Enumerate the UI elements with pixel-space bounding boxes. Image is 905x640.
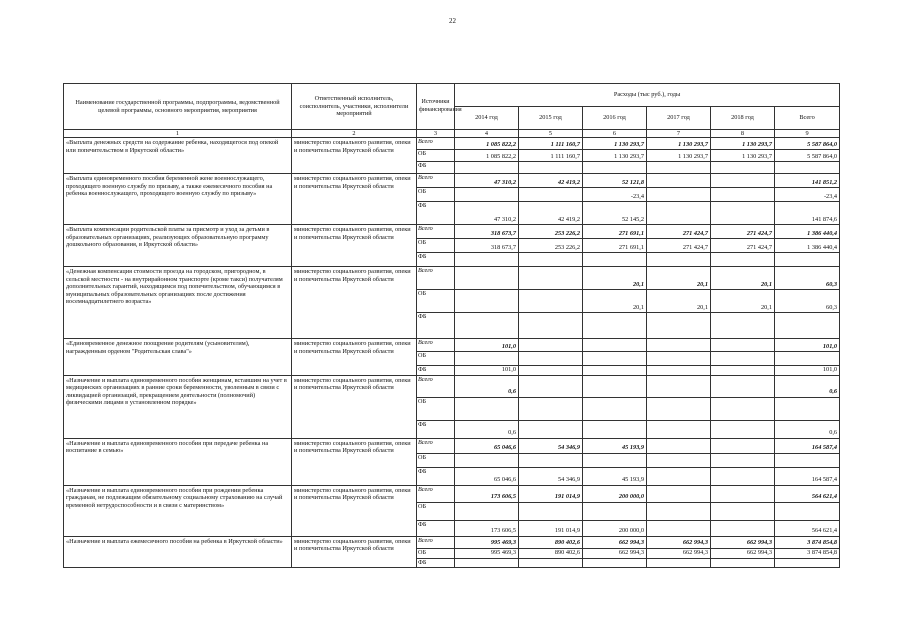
funding-table bbox=[63, 83, 840, 568]
year-value bbox=[711, 467, 775, 485]
year-value: 191 014,9 bbox=[519, 485, 583, 502]
year-value: 65 046,6 bbox=[455, 438, 519, 453]
funding-source: ОБ bbox=[417, 502, 455, 520]
year-value: -23,4 bbox=[583, 188, 647, 202]
year-value: 1 130 293,7 bbox=[711, 150, 775, 162]
year-value: 52 121,8 bbox=[583, 174, 647, 188]
year-value: 0,6 bbox=[455, 375, 519, 397]
year-value bbox=[455, 253, 519, 267]
funding-source: Всего bbox=[417, 375, 455, 397]
year-value bbox=[583, 453, 647, 467]
responsible-executor: министерство социального развития, опеки и попечительства Иркутской области bbox=[292, 225, 417, 267]
year-value: 20,1 bbox=[647, 267, 711, 290]
year-value: 890 402,6 bbox=[519, 548, 583, 558]
year-value: 20,1 bbox=[711, 290, 775, 313]
year-value bbox=[455, 502, 519, 520]
funding-source: Всего bbox=[417, 438, 455, 453]
measure-name: «Назначение и выплата единовременного пособия при передаче ребенка на воспитание в семью» bbox=[64, 438, 292, 485]
funding-source: Всего bbox=[417, 485, 455, 502]
year-value bbox=[583, 397, 647, 420]
measure-name: «Назначение и выплата единовременного пособия при рождении ребенка гражданам, не подлежащим обязательному социальному страхованию на случай временной нетрудоспособности и в связи с материнством» bbox=[64, 485, 292, 536]
year-value: 1 130 293,7 bbox=[583, 150, 647, 162]
year-value: 995 469,3 bbox=[455, 536, 519, 548]
year-value bbox=[711, 366, 775, 375]
year-value bbox=[647, 313, 711, 339]
year-value bbox=[519, 352, 583, 366]
year-value bbox=[711, 375, 775, 397]
year-value bbox=[647, 397, 711, 420]
year-value: 662 994,3 bbox=[583, 548, 647, 558]
measure-name: «Выплата компенсации родительской платы за присмотр и уход за детьми в образовательных организациях, реализующих образовательную программу дошкольного образования, в Иркутской области» bbox=[64, 225, 292, 267]
year-value: 271 691,1 bbox=[583, 239, 647, 253]
total-value: 3 874 854,8 bbox=[775, 548, 840, 558]
column-number: 6 bbox=[583, 130, 647, 138]
header-program-name: Наименование государственной программы, подпрограммы, ведомственной целевой программы, основного мероприятия, мероприятия bbox=[64, 84, 292, 130]
page-number: 22 bbox=[449, 17, 456, 25]
column-number: 7 bbox=[647, 130, 711, 138]
measure-name: «Назначение и выплата единовременного пособия женщинам, вставшим на учет в медицинских организациях в ранние сроки беременности, уволенным в связи с ликвидацией организаций, прекращением деятельности (полномочий) физическими лицами в установленном порядке» bbox=[64, 375, 292, 438]
year-value bbox=[583, 420, 647, 438]
year-value: 47 310,2 bbox=[455, 202, 519, 225]
funding-source: ОБ bbox=[417, 290, 455, 313]
total-value: 564 621,4 bbox=[775, 520, 840, 536]
funding-source: ОБ bbox=[417, 239, 455, 253]
year-value: 1 111 160,7 bbox=[519, 138, 583, 150]
year-value bbox=[711, 420, 775, 438]
year-value bbox=[711, 453, 775, 467]
year-value: 271 424,7 bbox=[711, 225, 775, 239]
year-value bbox=[583, 366, 647, 375]
year-value: 101,0 bbox=[455, 366, 519, 375]
year-value bbox=[711, 339, 775, 352]
total-value bbox=[775, 313, 840, 339]
year-value: 662 994,3 bbox=[647, 548, 711, 558]
year-value bbox=[647, 420, 711, 438]
responsible-executor: министерство социального развития, опеки и попечительства Иркутской области bbox=[292, 267, 417, 339]
total-value: 141 874,6 bbox=[775, 202, 840, 225]
year-value: 52 145,2 bbox=[583, 202, 647, 225]
year-value: 173 606,5 bbox=[455, 520, 519, 536]
funding-source: ФБ bbox=[417, 558, 455, 567]
table-row bbox=[64, 375, 840, 397]
year-value bbox=[647, 467, 711, 485]
total-value bbox=[775, 253, 840, 267]
total-value: 5 587 864,0 bbox=[775, 138, 840, 150]
year-value bbox=[647, 339, 711, 352]
column-number: 2 bbox=[292, 130, 417, 138]
total-value: 3 874 854,8 bbox=[775, 536, 840, 548]
column-number: 1 bbox=[64, 130, 292, 138]
total-value: 0,6 bbox=[775, 375, 840, 397]
year-value bbox=[519, 366, 583, 375]
funding-source: Всего bbox=[417, 138, 455, 150]
year-value bbox=[647, 162, 711, 174]
table-body bbox=[64, 138, 840, 567]
total-value: 164 587,4 bbox=[775, 438, 840, 453]
header-year: 2018 год bbox=[711, 107, 775, 130]
year-value: 890 402,6 bbox=[519, 536, 583, 548]
funding-source: ОБ bbox=[417, 453, 455, 467]
year-value bbox=[711, 558, 775, 567]
header-year: 2014 год bbox=[455, 107, 519, 130]
year-value: 47 310,2 bbox=[455, 174, 519, 188]
funding-source: ФБ bbox=[417, 467, 455, 485]
year-value: 271 424,7 bbox=[711, 239, 775, 253]
year-value: 1 130 293,7 bbox=[647, 150, 711, 162]
year-value bbox=[583, 253, 647, 267]
total-value: 5 587 864,0 bbox=[775, 150, 840, 162]
table-row bbox=[64, 438, 840, 453]
year-value bbox=[711, 174, 775, 188]
year-value bbox=[711, 520, 775, 536]
year-value bbox=[647, 375, 711, 397]
year-value: 1 111 160,7 bbox=[519, 150, 583, 162]
funding-source: ОБ bbox=[417, 188, 455, 202]
funding-source: ОБ bbox=[417, 548, 455, 558]
year-value bbox=[519, 397, 583, 420]
header-year: 2017 год bbox=[647, 107, 711, 130]
year-value: 200 000,0 bbox=[583, 485, 647, 502]
funding-source: ФБ bbox=[417, 520, 455, 536]
year-value bbox=[519, 162, 583, 174]
year-value: 45 193,9 bbox=[583, 467, 647, 485]
year-value bbox=[455, 162, 519, 174]
year-value bbox=[647, 438, 711, 453]
year-value bbox=[647, 188, 711, 202]
total-value: 101,0 bbox=[775, 339, 840, 352]
year-value: 173 606,5 bbox=[455, 485, 519, 502]
year-value: 42 419,2 bbox=[519, 174, 583, 188]
column-number: 5 bbox=[519, 130, 583, 138]
year-value bbox=[647, 202, 711, 225]
total-value bbox=[775, 453, 840, 467]
responsible-executor: министерство социального развития, опеки и попечительства Иркутской области bbox=[292, 174, 417, 225]
total-value bbox=[775, 162, 840, 174]
funding-source: ОБ bbox=[417, 352, 455, 366]
year-value bbox=[647, 453, 711, 467]
year-value: 662 994,3 bbox=[647, 536, 711, 548]
year-value: 1 085 822,2 bbox=[455, 138, 519, 150]
year-value bbox=[711, 485, 775, 502]
header-expenses: Расходы (тыс руб.), годы bbox=[455, 84, 840, 107]
total-value: 1 386 440,4 bbox=[775, 239, 840, 253]
year-value bbox=[583, 375, 647, 397]
year-value bbox=[519, 375, 583, 397]
measure-name: «Выплата единовременного пособия беременной жене военнослужащего, проходящего военную службу по призыву, а также ежемесячного пособия на ребенка военнослужащего, проходящего военную службу по призыву» bbox=[64, 174, 292, 225]
year-value bbox=[583, 313, 647, 339]
year-value bbox=[519, 267, 583, 290]
year-value: 662 994,3 bbox=[583, 536, 647, 548]
header-year: 2016 год bbox=[583, 107, 647, 130]
year-value bbox=[711, 162, 775, 174]
year-value bbox=[519, 558, 583, 567]
year-value: 20,1 bbox=[711, 267, 775, 290]
year-value bbox=[519, 290, 583, 313]
responsible-executor: министерство социального развития, опеки и попечительства Иркутской области bbox=[292, 138, 417, 174]
year-value: 54 346,9 bbox=[519, 438, 583, 453]
year-value: 1 130 293,7 bbox=[711, 138, 775, 150]
year-value: 191 014,9 bbox=[519, 520, 583, 536]
table-row bbox=[64, 174, 840, 188]
measure-name: «Единовременное денежное поощрение родителям (усыновителям), награжденным орденом "Родительская слава"» bbox=[64, 339, 292, 375]
year-value bbox=[647, 502, 711, 520]
measure-name: «Денежная компенсация стоимости проезда на городском, пригородном, в сельской местности - на внутрирайонном транспорте (кроме такси) получателям дополнительных гарантий, находящимся под попечительством, обучающимся в муниципальных образовательных организациях после достижения восемнадцатилетнего возраста» bbox=[64, 267, 292, 339]
column-number: 9 bbox=[775, 130, 840, 138]
column-number: 4 bbox=[455, 130, 519, 138]
year-value bbox=[519, 420, 583, 438]
year-value: 253 226,2 bbox=[519, 239, 583, 253]
year-value bbox=[647, 352, 711, 366]
year-value bbox=[455, 558, 519, 567]
year-value bbox=[583, 502, 647, 520]
year-value: 1 085 822,2 bbox=[455, 150, 519, 162]
year-value bbox=[519, 339, 583, 352]
responsible-executor: министерство социального развития, опеки и попечительства Иркутской области bbox=[292, 536, 417, 567]
year-value bbox=[647, 174, 711, 188]
year-value bbox=[455, 290, 519, 313]
header-total: Всего bbox=[775, 107, 840, 130]
total-value: 564 621,4 bbox=[775, 485, 840, 502]
total-value bbox=[775, 502, 840, 520]
year-value bbox=[583, 339, 647, 352]
funding-source: ФБ bbox=[417, 366, 455, 375]
funding-source: ОБ bbox=[417, 150, 455, 162]
total-value: 60,3 bbox=[775, 290, 840, 313]
total-value: 0,6 bbox=[775, 420, 840, 438]
measure-name: «Назначение и выплата ежемесячного пособия на ребенка в Иркутской области» bbox=[64, 536, 292, 567]
table-row bbox=[64, 339, 840, 352]
total-value: 101,0 bbox=[775, 366, 840, 375]
year-value: 271 424,7 bbox=[647, 239, 711, 253]
year-value bbox=[711, 438, 775, 453]
header-funding-source: Источники финансирования bbox=[417, 84, 455, 130]
year-value bbox=[647, 366, 711, 375]
year-value: 1 130 293,7 bbox=[647, 138, 711, 150]
year-value bbox=[519, 313, 583, 339]
year-value bbox=[647, 253, 711, 267]
table-row bbox=[64, 536, 840, 548]
total-value bbox=[775, 558, 840, 567]
responsible-executor: министерство социального развития, опеки и попечительства Иркутской области bbox=[292, 485, 417, 536]
year-value bbox=[519, 188, 583, 202]
responsible-executor: министерство социального развития, опеки и попечительства Иркутской области bbox=[292, 438, 417, 485]
year-value bbox=[711, 202, 775, 225]
year-value bbox=[711, 352, 775, 366]
funding-source: ФБ bbox=[417, 202, 455, 225]
year-value: 0,6 bbox=[455, 420, 519, 438]
year-value: 271 691,1 bbox=[583, 225, 647, 239]
funding-source: Всего bbox=[417, 174, 455, 188]
year-value: 20,1 bbox=[583, 267, 647, 290]
total-value bbox=[775, 352, 840, 366]
funding-source: ФБ bbox=[417, 313, 455, 339]
table-row bbox=[64, 485, 840, 502]
measure-name: «Выплата денежных средств на содержание ребенка, находящегося под опекой или попечительством в Иркутской области» bbox=[64, 138, 292, 174]
year-value bbox=[647, 520, 711, 536]
funding-source: Всего bbox=[417, 267, 455, 290]
year-value: 20,1 bbox=[647, 290, 711, 313]
table-row bbox=[64, 225, 840, 239]
year-value bbox=[711, 397, 775, 420]
funding-source: ФБ bbox=[417, 420, 455, 438]
header-year: 2015 год bbox=[519, 107, 583, 130]
total-value: -23,4 bbox=[775, 188, 840, 202]
year-value bbox=[711, 253, 775, 267]
year-value bbox=[519, 453, 583, 467]
year-value bbox=[455, 267, 519, 290]
table-row bbox=[64, 138, 840, 150]
header-executor: Ответственный исполнитель, соисполнитель, участники, исполнители мероприятий bbox=[292, 84, 417, 130]
year-value bbox=[711, 188, 775, 202]
year-value: 65 046,6 bbox=[455, 467, 519, 485]
funding-source: Всего bbox=[417, 339, 455, 352]
year-value bbox=[455, 188, 519, 202]
column-numbers-row bbox=[64, 130, 840, 138]
year-value bbox=[455, 397, 519, 420]
year-value: 318 673,7 bbox=[455, 225, 519, 239]
column-number: 3 bbox=[417, 130, 455, 138]
year-value: 995 469,3 bbox=[455, 548, 519, 558]
year-value: 20,1 bbox=[583, 290, 647, 313]
total-value: 164 587,4 bbox=[775, 467, 840, 485]
year-value: 200 000,0 bbox=[583, 520, 647, 536]
year-value: 42 419,2 bbox=[519, 202, 583, 225]
funding-source: Всего bbox=[417, 536, 455, 548]
year-value: 271 424,7 bbox=[647, 225, 711, 239]
responsible-executor: министерство социального развития, опеки и попечительства Иркутской области bbox=[292, 375, 417, 438]
year-value: 1 130 293,7 bbox=[583, 138, 647, 150]
year-value bbox=[583, 558, 647, 567]
year-value: 54 346,9 bbox=[519, 467, 583, 485]
year-value: 662 994,3 bbox=[711, 548, 775, 558]
column-number: 8 bbox=[711, 130, 775, 138]
year-value bbox=[455, 352, 519, 366]
responsible-executor: министерство социального развития, опеки и попечительства Иркутской области bbox=[292, 339, 417, 375]
year-value bbox=[455, 453, 519, 467]
total-value bbox=[775, 397, 840, 420]
year-value bbox=[711, 502, 775, 520]
total-value: 141 851,2 bbox=[775, 174, 840, 188]
year-value: 101,0 bbox=[455, 339, 519, 352]
year-value bbox=[711, 313, 775, 339]
year-value bbox=[647, 485, 711, 502]
year-value: 253 226,2 bbox=[519, 225, 583, 239]
funding-source: ОБ bbox=[417, 397, 455, 420]
total-value: 60,3 bbox=[775, 267, 840, 290]
funding-source: Всего bbox=[417, 225, 455, 239]
year-value bbox=[519, 502, 583, 520]
year-value: 318 673,7 bbox=[455, 239, 519, 253]
year-value bbox=[455, 313, 519, 339]
funding-source: ФБ bbox=[417, 162, 455, 174]
year-value: 45 193,9 bbox=[583, 438, 647, 453]
year-value bbox=[647, 558, 711, 567]
year-value bbox=[519, 253, 583, 267]
year-value: 662 994,3 bbox=[711, 536, 775, 548]
funding-source: ФБ bbox=[417, 253, 455, 267]
year-value bbox=[583, 162, 647, 174]
total-value: 1 386 440,4 bbox=[775, 225, 840, 239]
table-row bbox=[64, 267, 840, 290]
year-value bbox=[583, 352, 647, 366]
